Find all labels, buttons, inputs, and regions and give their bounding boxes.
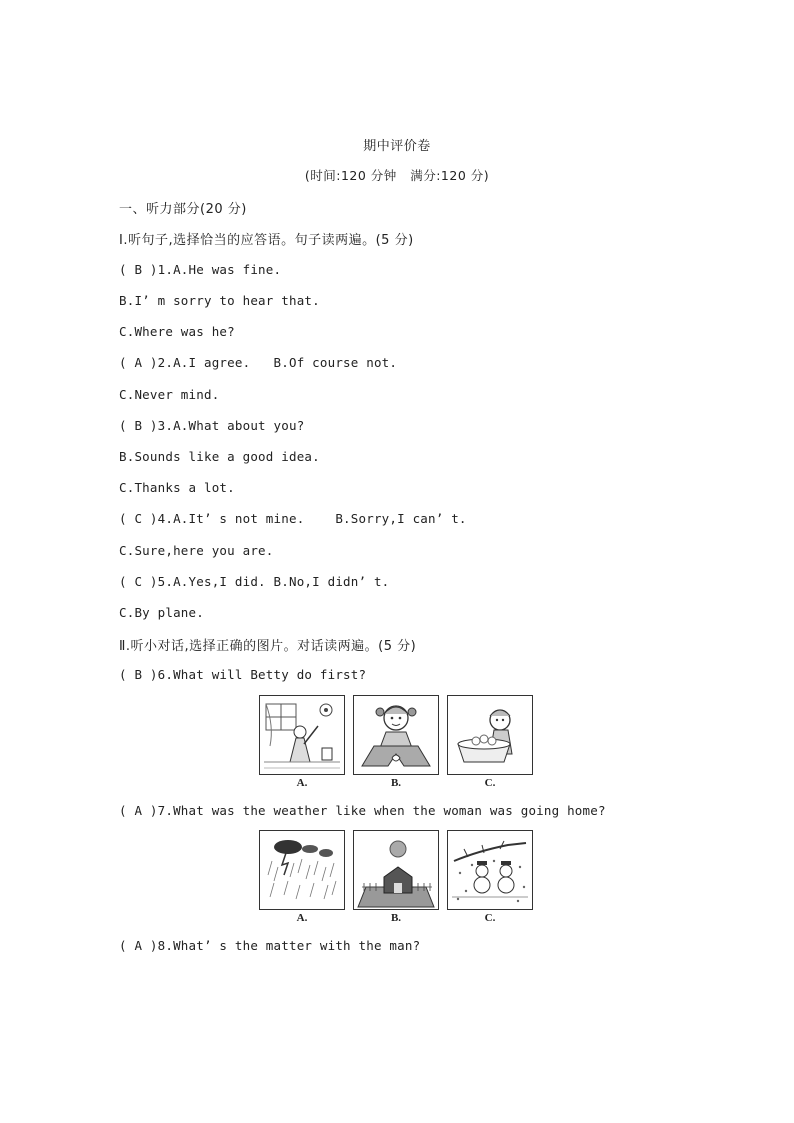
- question-line: C.By plane.: [119, 605, 204, 620]
- part2-heading: Ⅱ.听小对话,选择正确的图片。对话读两遍。(5 分): [119, 639, 417, 654]
- page-subtitle: (时间:120 分钟 满分:120 分): [304, 168, 490, 183]
- part1-heading: Ⅰ.听句子,选择恰当的应答语。句子读两遍。(5 分): [119, 233, 414, 248]
- q6-picture-row: [259, 695, 533, 789]
- option-label: A.: [296, 777, 308, 789]
- option-label: A.: [296, 912, 308, 924]
- sunny-house-icon: [354, 831, 438, 909]
- girl-washing-clothes-icon: [448, 696, 532, 774]
- question-line: ( C )4.A.It’ s not mine. B.Sorry,I can’ t.: [119, 511, 467, 526]
- option-label: C.: [484, 912, 496, 924]
- girl-cleaning-window-icon: [260, 696, 344, 774]
- question-6: ( B )6.What will Betty do first?: [119, 667, 367, 682]
- question-line: ( B )1.A.He was fine.: [119, 262, 282, 277]
- q6-option-b: [353, 695, 439, 789]
- q7-option-b: [353, 830, 439, 924]
- question-line: C.Never mind.: [119, 387, 220, 402]
- question-7: ( A )7.What was the weather like when the woman was going home?: [119, 803, 606, 818]
- option-label: B.: [390, 912, 402, 924]
- q7-option-c: [447, 830, 533, 924]
- question-line: C.Thanks a lot.: [119, 480, 235, 495]
- question-line: ( C )5.A.Yes,I did. B.No,I didn’ t.: [119, 574, 390, 589]
- question-line: C.Where was he?: [119, 324, 235, 339]
- q7-option-a: [259, 830, 345, 924]
- question-line: ( B )3.A.What about you?: [119, 418, 305, 433]
- section-heading: 一、听力部分(20 分): [119, 202, 247, 217]
- page-title: 期中评价卷: [363, 139, 431, 154]
- question-line: C.Sure,here you are.: [119, 543, 274, 558]
- question-line: B.I’ m sorry to hear that.: [119, 293, 320, 308]
- snowmen-icon: [448, 831, 532, 909]
- rain-storm-icon: [260, 831, 344, 909]
- girl-sitting-icon: [354, 696, 438, 774]
- question-line: ( A )2.A.I agree. B.Of course not.: [119, 355, 398, 370]
- question-line: B.Sounds like a good idea.: [119, 449, 320, 464]
- option-label: B.: [390, 777, 402, 789]
- q6-option-a: [259, 695, 345, 789]
- option-label: C.: [484, 777, 496, 789]
- question-8: ( A )8.What’ s the matter with the man?: [119, 938, 421, 953]
- q7-picture-row: [259, 830, 533, 924]
- q6-option-c: [447, 695, 533, 789]
